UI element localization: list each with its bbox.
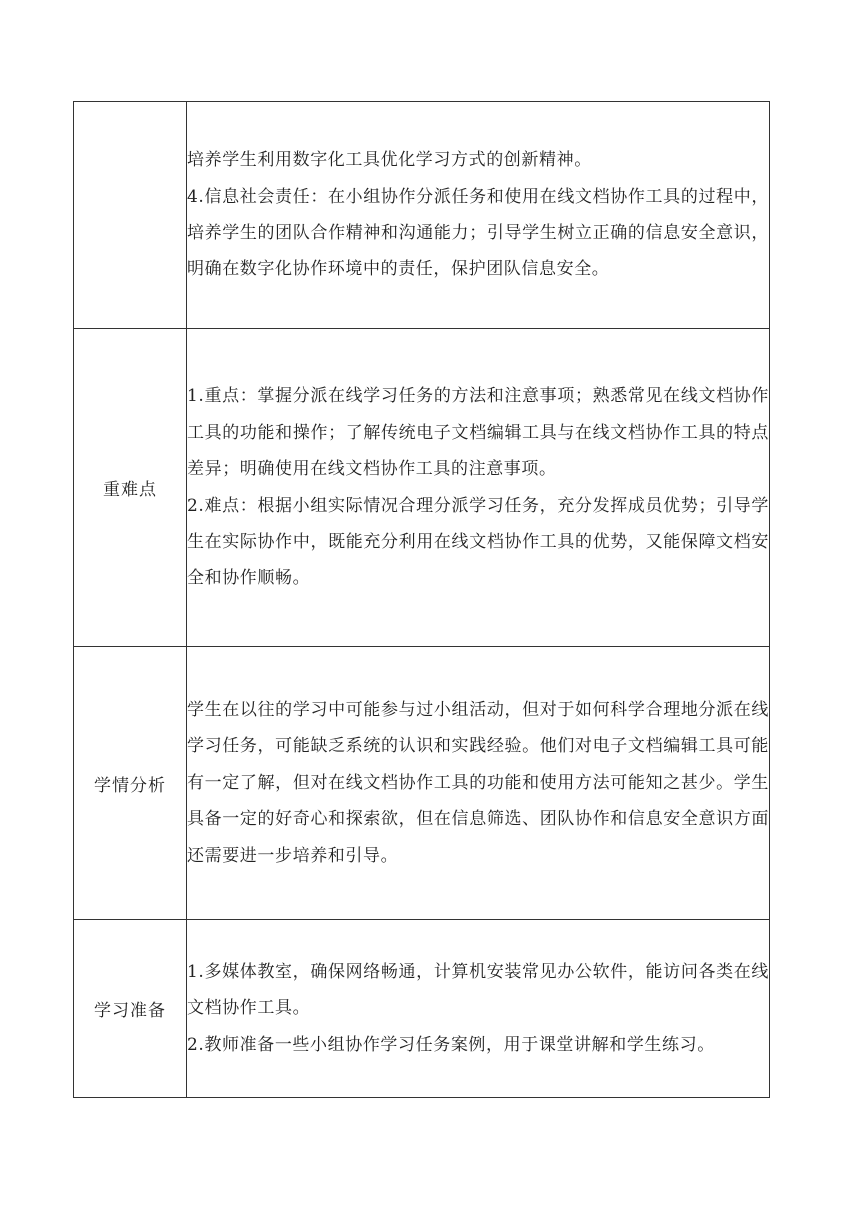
row-content bbox=[187, 647, 770, 920]
row-label: 重难点 bbox=[74, 329, 187, 647]
table-row bbox=[74, 102, 770, 329]
row-label bbox=[74, 102, 187, 329]
lesson-plan-table bbox=[73, 101, 770, 1098]
row-content bbox=[187, 102, 770, 329]
paragraph: 2.难点：根据小组实际情况合理分派学习任务，充分发挥成员优势；引导学生在实际协作中，既能充分利用在线文档协作工具的优势，又能保障文档安全和协作顺畅。 bbox=[187, 495, 769, 589]
paragraph: 4.信息社会责任：在小组协作分派任务和使用在线文档协作工具的过程中，培养学生的团队合作精神和沟通能力；引导学生树立正确的信息安全意识，明确在数字化协作环境中的责任，保护团队信息安全。 bbox=[187, 186, 769, 280]
paragraph: 学生在以往的学习中可能参与过小组活动，但对于如何科学合理地分派在线学习任务，可能缺乏系统的认识和实践经验。他们对电子文档编辑工具可能有一定了解，但对在线文档协作工具的功能和使用方法可能知之甚少。学生具备一定的好奇心和探索欲，但在信息筛选、团队协作和信息安全意识方面还需要进一步培养和引导。 bbox=[187, 699, 769, 866]
row-content bbox=[187, 920, 770, 1098]
row-label: 学情分析 bbox=[74, 647, 187, 920]
row-content bbox=[187, 329, 770, 647]
table-row bbox=[74, 920, 770, 1098]
paragraph: 培养学生利用数字化工具优化学习方式的创新精神。 bbox=[187, 150, 592, 171]
paragraph: 2.教师准备一些小组协作学习任务案例，用于课堂讲解和学生练习。 bbox=[187, 1034, 715, 1055]
table-row bbox=[74, 647, 770, 920]
paragraph: 1.多媒体教室，确保网络畅通，计算机安装常见办公软件，能访问各类在线文档协作工具。 bbox=[187, 961, 769, 1019]
paragraph: 1.重点：掌握分派在线学习任务的方法和注意事项；熟悉常见在线文档协作工具的功能和操作；了解传统电子文档编辑工具与在线文档协作工具的特点差异；明确使用在线文档协作工具的注意事项。 bbox=[187, 386, 769, 480]
table-row bbox=[74, 329, 770, 647]
row-label: 学习准备 bbox=[74, 920, 187, 1098]
